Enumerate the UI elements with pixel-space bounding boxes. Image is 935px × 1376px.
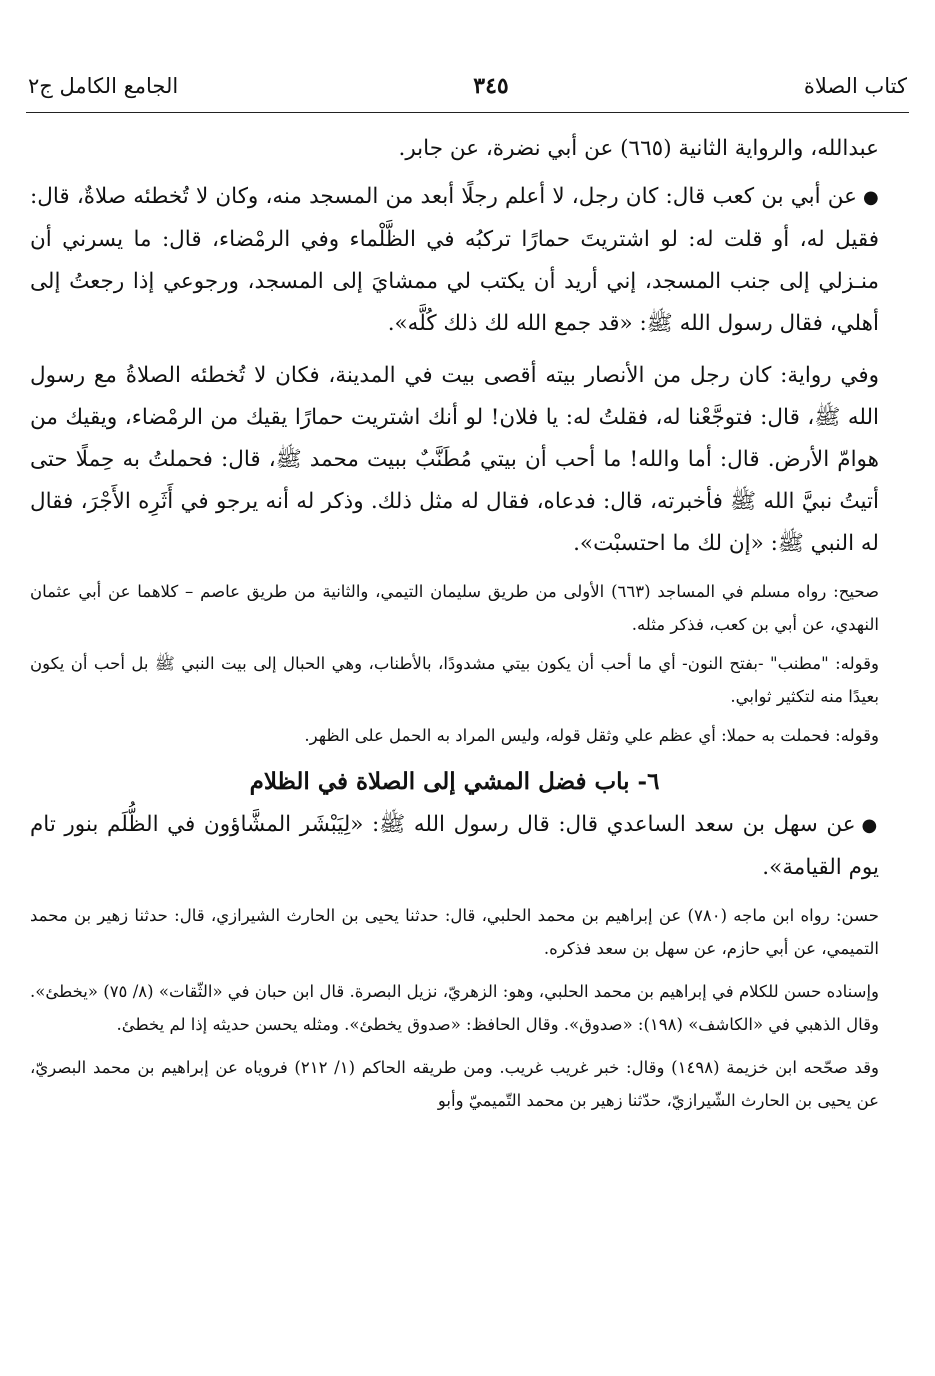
paragraph-text: وفي رواية: كان رجل من الأنصار بيته أقصى بيت في المدينة، فكان لا تُخطئه الصلاةُ مع رسول الله ﷺ، قال: فتوجَّعْنا له، فقلتُ له: يا فلان! لو أنك اشتريت حمارًا يقيك من الرمْضاء، ويقيك من هوامّ الأرض. قال: أما والله! ما أحب أن بيتي مُطَنَّبٌ ببيت محمد ﷺ، قال: فحملتُ به حِملًا حتى أتيتُ نبيَّ الله ﷺ فأخبرته، قال: فدعاه، فقال له مثل ذلك. وذكر له أنه يرجو في أَثَرِه الأَجْرَ، فقال له النبي ﷺ: «إن لك ما احتسبْت». <box>30 363 879 556</box>
footnote-explanation <box>30 647 879 713</box>
footnote-takhrij <box>30 575 879 641</box>
hadith-ubayy <box>30 176 879 345</box>
paragraph-text: وقد صحّحه ابن خزيمة (١٤٩٨) وقال: خبر غريب غريب. ومن طريقه الحاكم (١/ ٢١٢) فروياه عن إبراهيم بن محمد البصريّ، عن يحيى بن الحارث الشّيرازيّ، حدّثنا زهير بن محمد التّميميّ وأبو <box>30 1058 879 1110</box>
page-number: ٣٤٥ <box>473 73 509 99</box>
book-title: كتاب الصلاة <box>803 74 907 98</box>
paragraph-text: وقوله: "مطنب" -بفتح النون- أي ما أحب أن يكون بيتي مشدودًا، بالأطناب، وهي الحبال إلى بيت النبي ﷺ بل أحب أن يكون بعيدًا منه لتكثير ثوابي. <box>30 654 879 706</box>
paragraph-text: عن سهل بن سعد الساعدي قال: قال رسول الله ﷺ: «لِيَبْشَر المشَّاؤون في الظُّلَم بنور تام يوم القيامة». <box>30 812 879 880</box>
volume-title: الجامع الكامل ج٢ <box>28 74 179 98</box>
footnote-hasan <box>30 899 879 965</box>
paragraph-text: عبدالله، والرواية الثانية (٦٦٥) عن أبي نضرة، عن جابر. <box>398 136 879 161</box>
hadith-sahl <box>30 804 879 889</box>
bullet-icon: ● <box>862 187 879 208</box>
paragraph-continuation <box>30 128 879 170</box>
paragraph-text: وقوله: فحملت به حملا: أي عظم علي وثقل قوله، وليس المراد به الحمل على الظهر. <box>304 726 879 745</box>
hadith-variant <box>30 355 879 565</box>
heading-text: ٦- باب فضل المشي إلى الصلاة في الظلام <box>249 768 660 795</box>
paragraph-text: عن أبي بن كعب قال: كان رجل، لا أعلم رجلًا أبعد من المسجد منه، وكان لا تُخطئه صلاةٌ، قال: فقيل له، أو قلت له: لو اشتريتَ حمارًا تركبُه في الظَّلْماء وفي الرمْضاء، قال: ما يسرني أن منـزلي إلى جنب المسجد، إني أريد أن يكتب لي ممشايَ إلى المسجد، ورجوعي إذا رجعتُ إلى أهلي، فقال رسول الله ﷺ: «قد جمع الله لك ذلك كُلَّه». <box>30 184 879 336</box>
page-header <box>28 66 907 106</box>
chapter-heading <box>30 760 879 804</box>
header-rule <box>26 112 909 113</box>
footnote-ibn-khuzaymah <box>30 1051 879 1117</box>
paragraph-text: صحيح: رواه مسلم في المساجد (٦٦٣) الأولى من طريق سليمان التيمي، والثانية من طريق عاصم – كلاهما عن أبي عثمان النهدي، عن أبي بن كعب، فذكر مثله. <box>30 582 879 634</box>
page-body <box>30 128 879 1356</box>
bullet-icon: ● <box>861 815 879 836</box>
footnote-isnad <box>30 975 879 1041</box>
paragraph-text: وإسناده حسن للكلام في إبراهيم بن محمد الحلبي، وهو: الزهريّ، نزيل البصرة. قال ابن حبان في «الثّقات» (٨/ ٧٥) «يخطئ». وقال الذهبي في «الكاشف» (١٩٨): «صدوق». وقال الحافظ: «صدوق يخطئ». ومثله يحسن حديثه إذا لم يخطئ. <box>30 982 880 1034</box>
paragraph-text: حسن: رواه ابن ماجه (٧٨٠) عن إبراهيم بن محمد الحلبي، قال: حدثنا يحيى بن الحارث الشيرازي، قال: حدثنا زهير بن محمد التميمي، عن أبي حازم، عن سهل بن سعد فذكره. <box>30 906 879 958</box>
footnote-explanation-2 <box>30 719 879 752</box>
